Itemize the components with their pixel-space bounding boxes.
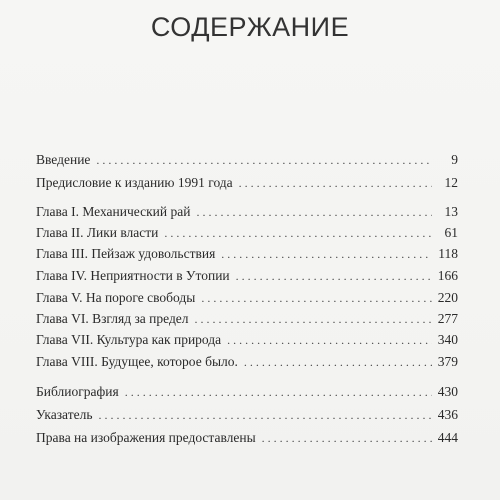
toc-entry-page: 379 xyxy=(437,354,458,369)
toc-entry-chapter-2 xyxy=(36,223,458,243)
toc-entry-chapter-3 xyxy=(36,244,458,264)
toc-entry-label: Библиография xyxy=(36,384,119,399)
toc-entry-label: Глава I. Механический рай xyxy=(36,204,191,219)
toc-entry-label: Глава III. Пейзаж удовольствия xyxy=(36,246,216,261)
toc-entry-label: Указатель xyxy=(36,407,93,422)
leader-dots xyxy=(239,173,432,193)
toc-entry-index xyxy=(36,405,458,425)
toc-entry-preface xyxy=(36,173,458,193)
leader-dots xyxy=(221,244,432,264)
toc-entry-label: Глава IV. Неприятности в Утопии xyxy=(36,268,230,283)
toc-entry-page: 220 xyxy=(437,290,458,305)
toc-entry-chapter-8 xyxy=(36,352,458,372)
toc-entry-page: 340 xyxy=(437,332,458,347)
toc-entry-label: Предисловие к изданию 1991 года xyxy=(36,175,233,190)
toc-entry-image-credits xyxy=(36,428,458,448)
toc-entry-label: Глава II. Лики власти xyxy=(36,225,159,240)
toc-entry-page: 13 xyxy=(444,204,458,219)
toc-entry-page: 444 xyxy=(437,430,458,445)
leader-dots xyxy=(125,382,432,402)
toc-entry-bibliography xyxy=(36,382,458,402)
toc-entry-label: Глава V. На пороге свободы xyxy=(36,290,196,305)
leader-dots xyxy=(262,428,432,448)
leader-dots xyxy=(196,202,432,222)
leader-dots xyxy=(236,266,432,286)
leader-dots xyxy=(244,352,432,372)
toc-entry-page: 277 xyxy=(437,311,458,326)
toc-entry-page: 430 xyxy=(437,384,458,399)
toc-entry-label: Глава VII. Культура как природа xyxy=(36,332,222,347)
toc-entry-chapter-5 xyxy=(36,288,458,308)
toc-entry-page: 9 xyxy=(451,152,458,167)
toc-entry-chapter-4 xyxy=(36,266,458,286)
toc-entry-page: 118 xyxy=(438,246,458,261)
leader-dots xyxy=(98,405,432,425)
leader-dots xyxy=(195,309,432,329)
leader-dots xyxy=(201,288,432,308)
page-title: СОДЕРЖАНИЕ xyxy=(150,12,350,42)
toc-entry-label: Глава VIII. Будущее, которое было. xyxy=(36,354,238,369)
toc-entry-chapter-6 xyxy=(36,309,458,329)
toc-entry-label: Глава VI. Взгляд за предел xyxy=(36,311,189,326)
leader-dots xyxy=(164,223,432,243)
toc-entry-page: 61 xyxy=(444,225,458,240)
toc-entry-chapter-1 xyxy=(36,202,458,222)
leader-dots xyxy=(227,330,432,350)
toc-entry-page: 166 xyxy=(437,268,458,283)
toc-entry-chapter-7 xyxy=(36,330,458,350)
toc-entry-label: Права на изображения предоставлены xyxy=(36,430,256,445)
leader-dots xyxy=(96,150,432,170)
toc-entry-page: 436 xyxy=(437,407,458,422)
toc-entry-label: Введение xyxy=(36,152,91,167)
toc-entry-page: 12 xyxy=(444,175,458,190)
toc-entry-introduction xyxy=(36,150,458,170)
